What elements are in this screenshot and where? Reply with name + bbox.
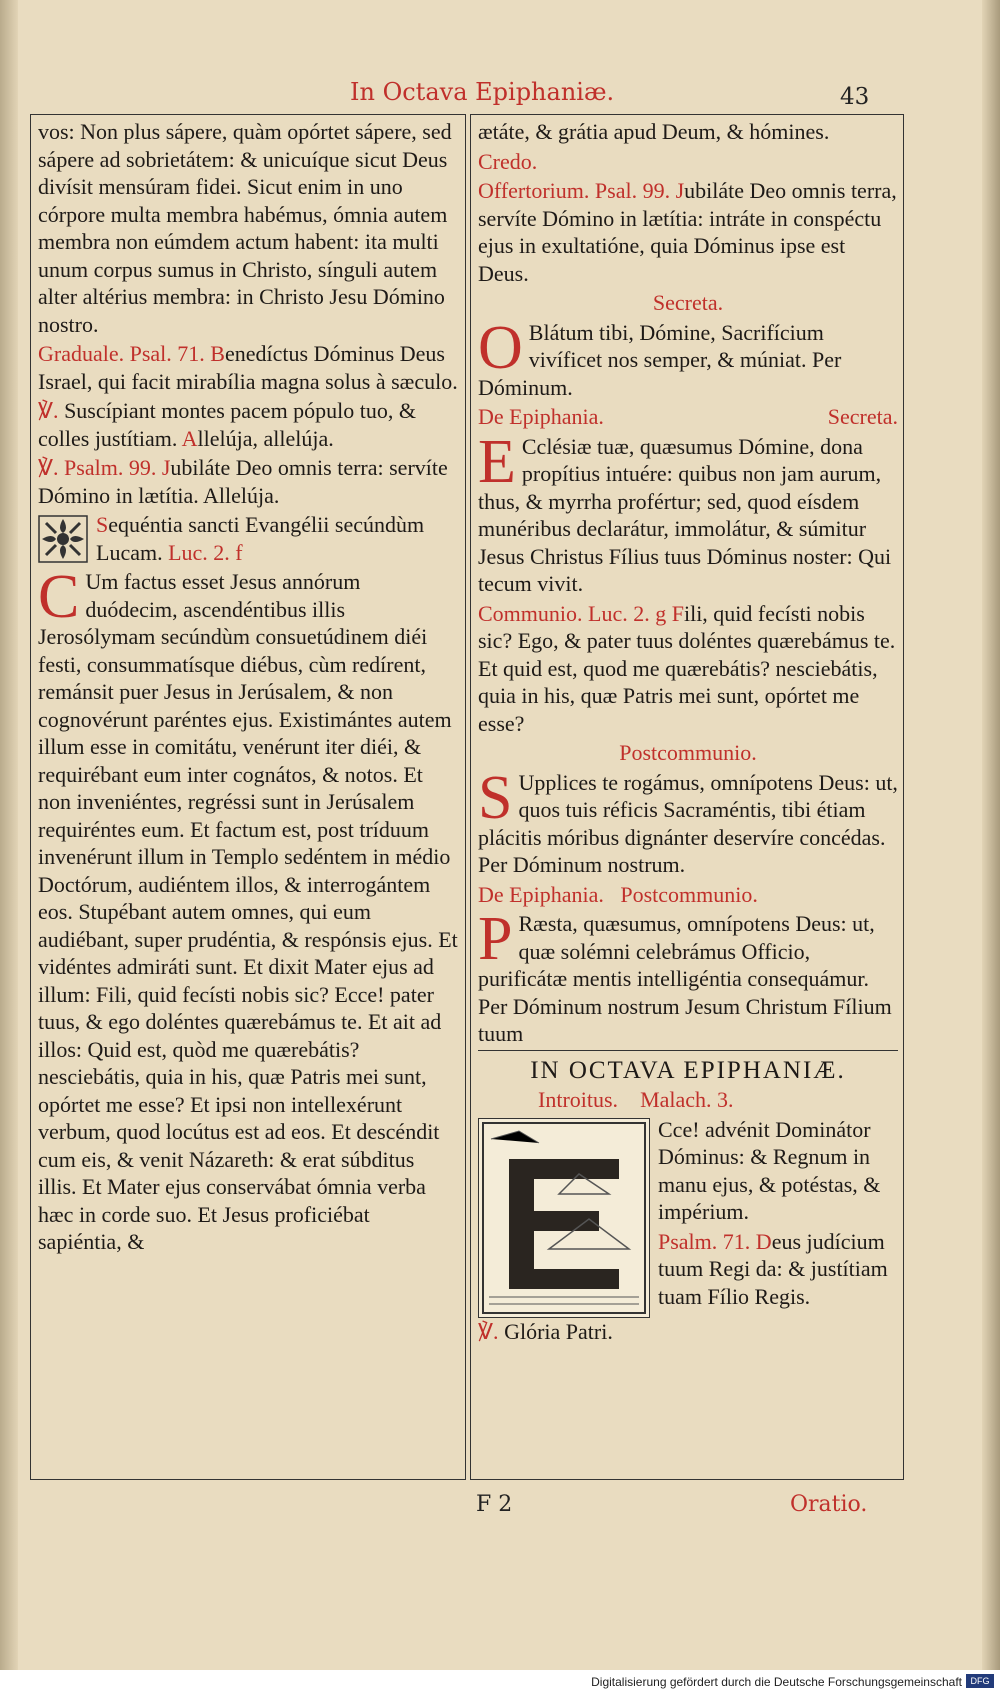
secreta-heading: Secreta. <box>652 290 724 315</box>
psalm-initial: D <box>755 1228 772 1254</box>
graduale-initial: B <box>210 341 225 366</box>
sequentia <box>38 511 458 566</box>
offertorium-text: ubiláte Deo omnis terra, servíte Dómino in lætítia: intráte in conspéctu ejus in exultatióne, quia Dóminus ipse est Deus. <box>478 178 897 286</box>
sequentia-text: equéntia sancti Evangélii secúndùm Lucam. <box>96 512 425 565</box>
introitus-text: Cce! advénit Dominátor Dóminus: & Regnum in manu ejus, & potéstas, & impérium. <box>658 1116 881 1224</box>
alleluia-initial: A <box>181 425 198 451</box>
gospel <box>38 563 458 1256</box>
dfg-logo: DFG <box>966 1674 994 1688</box>
postcommunio <box>478 763 898 879</box>
woodcut-initial-e-icon <box>478 1118 650 1318</box>
versicle-2 <box>38 454 458 509</box>
postcommunio-drop-cap: S <box>478 763 513 832</box>
epiphania-postcommunio-heading <box>478 881 898 909</box>
credo: Credo. <box>478 148 538 174</box>
graduale-label: Graduale. Psal. 71. <box>38 341 205 366</box>
left-column <box>38 118 458 1258</box>
psalm-text: eus judícium tuum Regi da: & justítiam tuam Fílio Regis. <box>658 1228 888 1309</box>
page-number: 43 <box>840 84 870 110</box>
gloria <box>478 1318 898 1346</box>
secreta-text: Blátum tibi, Dómine, Sacrifícium vivíficet nos semper, & múniat. Per Dóminum. <box>478 319 842 400</box>
secreta-2-label: Secreta. <box>827 404 898 429</box>
offertorium <box>478 177 898 287</box>
versicle-mark: ℣. <box>38 398 59 423</box>
credit-text: Digitalisierung gefördert durch die Deutsche Forschungsgemeinschaft <box>591 1675 962 1689</box>
postcommunio-2 <box>478 905 898 1048</box>
versicle-1-text: Suscípiant montes pacem pópulo tuo, & colles justítiam. <box>38 398 417 451</box>
digitization-credit-bar <box>0 1670 1000 1693</box>
introitus-ref: Malach. 3. <box>640 1087 734 1112</box>
secreta <box>478 313 898 402</box>
versicle-1 <box>38 397 458 452</box>
page-footer <box>0 1492 1000 1532</box>
page-gutter <box>0 0 18 1670</box>
sequentia-ref: Luc. 2. f <box>168 539 243 565</box>
graduale <box>38 340 458 395</box>
epiphania-secreta-heading <box>478 403 898 431</box>
catchword: Oratio. <box>790 1492 868 1517</box>
alleluia-text: llelúja, allelúja. <box>197 425 334 451</box>
versicle-2-initial: J <box>161 455 171 480</box>
gloria-mark: ℣. <box>478 1318 499 1344</box>
gloria-text: Glória Patri. <box>504 1318 613 1344</box>
offertorium-initial: J <box>675 178 685 203</box>
graduale-text: enedíctus Dóminus Deus Israel, qui facit mirabília magna solus à sæculo. <box>38 341 458 394</box>
secreta-2-drop-cap: E <box>478 427 516 496</box>
running-header <box>0 78 1000 118</box>
communio <box>478 600 898 738</box>
gospel-drop-cap: C <box>38 563 80 631</box>
signature-mark: F 2 <box>476 1492 513 1517</box>
secreta-drop-cap: O <box>478 313 523 382</box>
right-column <box>478 118 898 1347</box>
introitus-heading <box>478 1086 898 1114</box>
floral-ornament-icon <box>38 515 88 563</box>
psalm-label: Psalm. 71. <box>658 1228 751 1254</box>
epistle-ending: vos: Non plus sápere, quàm opórtet sápere, sed sápere ad sobrietátem: & unicuíque sicut Deus divísit mensúram fidei. Sicut enim in uno córpore multa membra habémus, ómnia autem membra non eúmdem actum habent: ita multi unum corpus sumus in Christo, sínguli autem alter altérius membra: in Christo Jesu Dómino nostro. <box>38 119 452 337</box>
gospel-text: Um factus esset Jesus annórum duódecim, ascendéntibus illis Jerosólymam secúndùm consuetúdinem diéi festi, consummatísque diébus, cùm redírent, remánsit puer Jesus in Jerúsalem, & non cognovérunt paréntes ejus. Existimántes autem illum esse in comitátu, venérunt iter diéi, & requirébant eum inter cognátos, & notos. Et non inveniéntes, regréssi sunt in Jerúsalem requiréntes eum. Et factum est, post tríduum invenérunt illum in Templo sedéntem in médio Doctórum, audiéntem illos, & interrogántem eos. Stupébant autem omnes, qui eum audiébant, super prudéntia, & respónsis ejus. Et vidéntes admiráti sunt. Et dixit Mater ejus ad illum: Fili, quid fecísti nobis sic? Ecce! pater tuus, & ego doléntes quærebámus te. Et ait ad illos: Quid est, quòd me quærebátis? nesciebátis, quia in his, quæ Patris mei sunt, opórtet me esse? Et ipsi non intellexérunt verbum, quod locútus est ad eos. Et descéndit cum eis, & venit Názareth: & erat súbditus illis. Et Mater ejus conservábat ómnia verba hæc in corde suo. Et Jesus proficiébat sapiéntia, & <box>38 569 458 1254</box>
running-title: In Octava Epiphaniæ. <box>350 78 615 106</box>
secreta-2 <box>478 427 898 598</box>
introitus <box>478 1116 898 1226</box>
introitus-label: Introitus. <box>538 1087 619 1112</box>
de-epiphania-label: De Epiphania. <box>478 404 604 429</box>
sequentia-initial: S <box>96 512 109 537</box>
gospel-continuation: ætáte, & grátia apud Deum, & hómines. <box>478 119 830 144</box>
de-epiphania-label-2: De Epiphania. <box>478 881 604 907</box>
communio-label: Communio. Luc. 2. g <box>478 600 667 626</box>
communio-initial: F <box>671 600 684 626</box>
page-fore-edge <box>982 0 1000 1670</box>
versicle-2-label: ℣. Psalm. 99. <box>38 455 157 480</box>
offertorium-label: Offertorium. Psal. 99. <box>478 178 671 203</box>
postcommunio-2-label: Postcommunio. <box>620 881 758 907</box>
secreta-2-text: Cclésiæ tuæ, quæsumus Dómine, dona propítius intuére: quibus non jam aurum, thus, & myrrha profértur; sed, quod eísdem munéribus declarátur, immolátur, & súmitur Jesus Christus Fílius tuus Dóminus noster: Qui tecum vivit. <box>478 433 892 596</box>
postcommunio-heading: Postcommunio. <box>619 740 757 765</box>
octave-heading: IN OCTAVA EPIPHANIÆ. <box>478 1050 898 1085</box>
postcommunio-2-drop-cap: P <box>478 905 513 973</box>
communio-text: ili, quid fecísti nobis sic? Ego, & pater tuus doléntes quærebámus te. Et quid est, quod me quærebátis? nesciebátis, quia in his, quæ Patris mei sunt, opórtet me esse? <box>478 600 896 736</box>
postcommunio-2-text: Ræsta, quæsumus, omnípotens Deus: ut, quæ solémni celebrámus Officio, purificátæ mentis intelligéntia consequámur. Per Dóminum nostrum Jesum Christum Fílium tuum <box>478 911 892 1046</box>
versicle-2-text: ubiláte Deo omnis terra: servíte Dómino in lætítia. Allelúja. <box>38 455 448 508</box>
postcommunio-text: Upplices te rogámus, omnípotens Deus: ut, quos tuis réficis Sacraméntis, tibi étiam plácitis móribus dignánter deservíre concédas. Per Dóminum nostrum. <box>478 769 898 877</box>
